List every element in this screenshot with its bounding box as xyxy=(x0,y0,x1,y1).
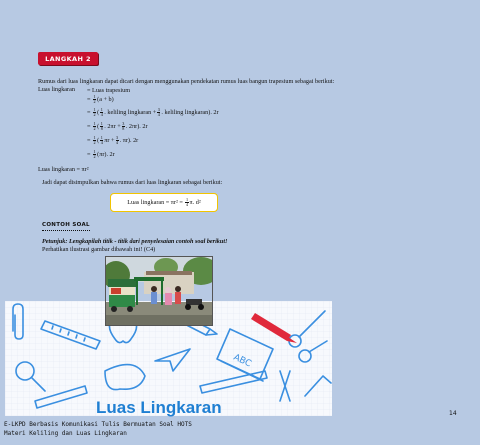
derivation-text-6: (πr). 2r xyxy=(97,151,115,159)
conclusion-text: Jadi dapat disimpulkan bahwa rumus dari luas lingkaran sebagai berikut: xyxy=(42,179,223,186)
derivation-lhs xyxy=(38,87,75,93)
formula-tail: π. d² xyxy=(189,199,201,206)
fraction-three-quarters: $\frac{3}{4}$ xyxy=(116,135,119,146)
derivation-line-3: = $\frac{1}{2}$ ( $\frac{1}{4}$ . keliling lingkaran + $\frac{3}{4}$ . keliling lingkaran ) . 2r xyxy=(87,107,219,118)
fraction-half: $\frac{1}{2}$ xyxy=(93,135,96,146)
banner-title: Luas Lingkaran xyxy=(96,398,222,417)
fraction-half: $\frac{1}{2}$ xyxy=(93,149,96,160)
derivation-text-5b: . πr xyxy=(119,137,128,145)
food-stall-illustration xyxy=(106,257,213,326)
equals-sign: = xyxy=(87,151,91,159)
formula-text: Luas lingkaran = πr² = xyxy=(127,199,183,206)
petunjuk-text: Petunjuk: Lengkapilah titik - titik dari penyelesaian contoh soal berikut! xyxy=(42,238,228,245)
derivation-text-4c: . 2r xyxy=(139,123,148,131)
derivation-line-4: = $\frac{1}{2}$ ( $\frac{1}{8}$ . 2πr + $\frac{3}{8}$ . 2πr ) . 2r xyxy=(87,121,148,132)
footer-line-1: E-LKPD Berbasis Komunikasi Tulis Bermuatan Soal HOTS xyxy=(4,421,192,428)
derivation-lhs-label: Luas lingkaran xyxy=(38,86,75,93)
page-number: 14 xyxy=(449,410,457,417)
fraction-one-eighth: $\frac{1}{8}$ xyxy=(100,121,103,132)
perhatikan-text: Perhatikan ilustrasi gambar dibawah ini! (C4) xyxy=(42,246,156,253)
equals-sign: = xyxy=(87,123,91,131)
formula-fraction: $\frac{1}{4}$ xyxy=(185,196,189,207)
derivation-line-6 xyxy=(87,150,115,159)
footer-line-2: Materi Keliling dan Luas Lingkaran xyxy=(4,430,127,437)
derivation-text-3c: . 2r xyxy=(210,109,219,117)
derivation-line-2 xyxy=(87,95,114,104)
derivation-line-1 xyxy=(87,87,130,94)
equals-sign: = xyxy=(87,137,91,145)
equals-sign: = xyxy=(87,87,91,94)
illustration-photo xyxy=(105,256,213,326)
fraction-three-quarters: $\frac{3}{4}$ xyxy=(157,107,160,118)
fraction-half: $\frac{1}{2}$ xyxy=(93,121,96,132)
fraction-quarter: $\frac{1}{4}$ xyxy=(100,107,103,118)
intro-text: Rumus dari luas lingkaran dapat dicari dengan menggunakan pendekatan rumus luas bangun trapesium sebagai berikut: xyxy=(38,78,335,85)
derivation-line-5: = $\frac{1}{2}$ ( $\frac{1}{4}$ πr + $\frac{3}{4}$ . πr ) . 2r xyxy=(87,135,139,146)
section-badge-label: LANGKAH 2 xyxy=(45,54,91,63)
derivation-text-4a: . 2πr + xyxy=(104,123,121,131)
formula-box xyxy=(110,193,218,212)
derivation-text-2: (a + b) xyxy=(97,96,114,104)
derivation-text-4b: . 2πr xyxy=(125,123,138,131)
svg-text:ABC: ABC xyxy=(231,352,253,370)
derivation-text-3b: . keliling lingkaran xyxy=(161,109,209,117)
derivation-text-5c: . 2r xyxy=(129,137,139,145)
derivation-text-3a: keliling lingkaran + xyxy=(107,109,157,117)
derivation-text-5a: πr + xyxy=(104,137,115,145)
contoh-soal-heading: CONTOH SOAL xyxy=(42,222,90,228)
fraction-half: $\frac{1}{2}$ xyxy=(93,107,96,118)
derivation-result: Luas lingkaran = πr² xyxy=(38,166,89,173)
equals-sign: = xyxy=(87,96,91,104)
derivation-text-1: Luas trapesium xyxy=(92,87,131,94)
fraction-three-eighths: $\frac{3}{8}$ xyxy=(122,121,125,132)
fraction-half: $\frac{1}{2}$ xyxy=(93,94,96,105)
section-badge xyxy=(38,52,98,65)
equals-sign: = xyxy=(87,109,91,117)
fraction-quarter: $\frac{1}{4}$ xyxy=(100,135,103,146)
